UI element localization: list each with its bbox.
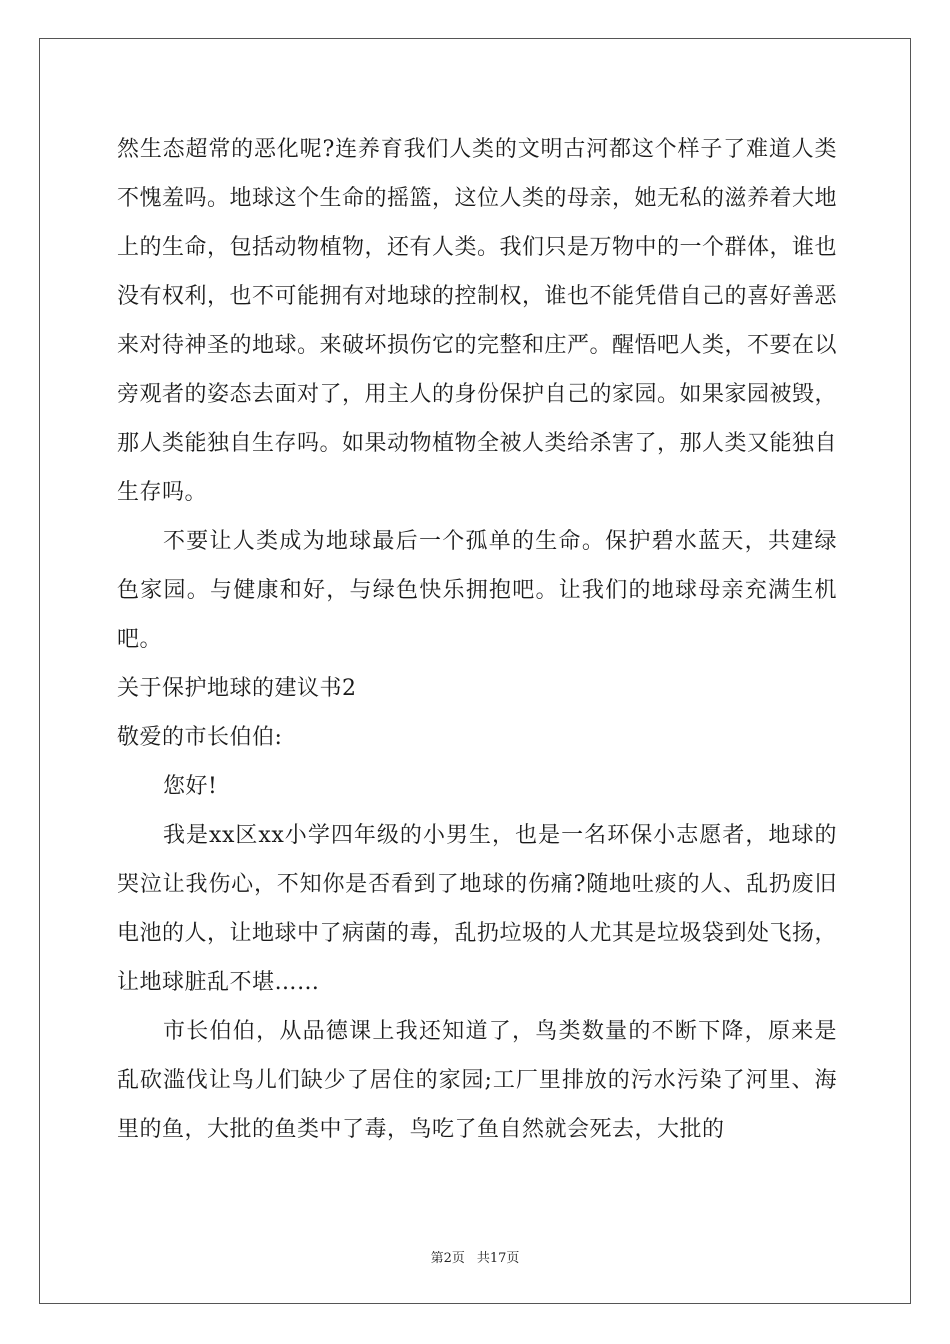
page-total: 共17页 bbox=[476, 1251, 520, 1266]
paragraph-birds: 市长伯伯，从品德课上我还知道了，鸟类数量的不断下降，原来是乱砍滥伐让鸟儿们缺少了居住的家园;工厂里排放的污水污染了河里、海里的鱼，大批的鱼类中了毒，鸟吃了鱼自然就会死去，大批的 bbox=[117, 1019, 837, 1142]
greeting: 您好! bbox=[163, 774, 218, 799]
document-body bbox=[117, 125, 837, 1154]
paragraph-closing: 不要让人类成为地球最后一个孤单的生命。保护碧水蓝天，共建绿色家园。与健康和好，与绿色快乐拥抱吧。让我们的地球母亲充满生机吧。 bbox=[117, 529, 837, 652]
page-number: 第2页 bbox=[430, 1251, 465, 1266]
paragraph-continuation: 然生态超常的恶化呢?连养育我们人类的文明古河都这个样子了难道人类不愧羞吗。地球这个生命的摇篮，这位人类的母亲，她无私的滋养着大地上的生命，包括动物植物，还有人类。我们只是万物中的一个群体，谁也没有权利，也不可能拥有对地球的控制权，谁也不能凭借自己的喜好善恶来对待神圣的地球。来破坏损伤它的完整和庄严。醒悟吧人类，不要在以旁观者的姿态去面对了，用主人的身份保护自己的家园。如果家园被毁，那人类能独自生存吗。如果动物植物全被人类给杀害了，那人类又能独自生存吗。 bbox=[117, 137, 838, 505]
page-footer bbox=[0, 1247, 950, 1266]
salutation: 敬爱的市长伯伯: bbox=[117, 725, 283, 750]
section-title: 关于保护地球的建议书2 bbox=[117, 676, 357, 701]
paragraph-intro: 我是xx区xx小学四年级的小男生，也是一名环保小志愿者，地球的哭泣让我伤心，不知你是否看到了地球的伤痛?随地吐痰的人、乱扔废旧电池的人，让地球中了病菌的毒，乱扔垃圾的人尤其是垃圾袋到处飞扬，让地球脏乱不堪…… bbox=[117, 823, 838, 995]
